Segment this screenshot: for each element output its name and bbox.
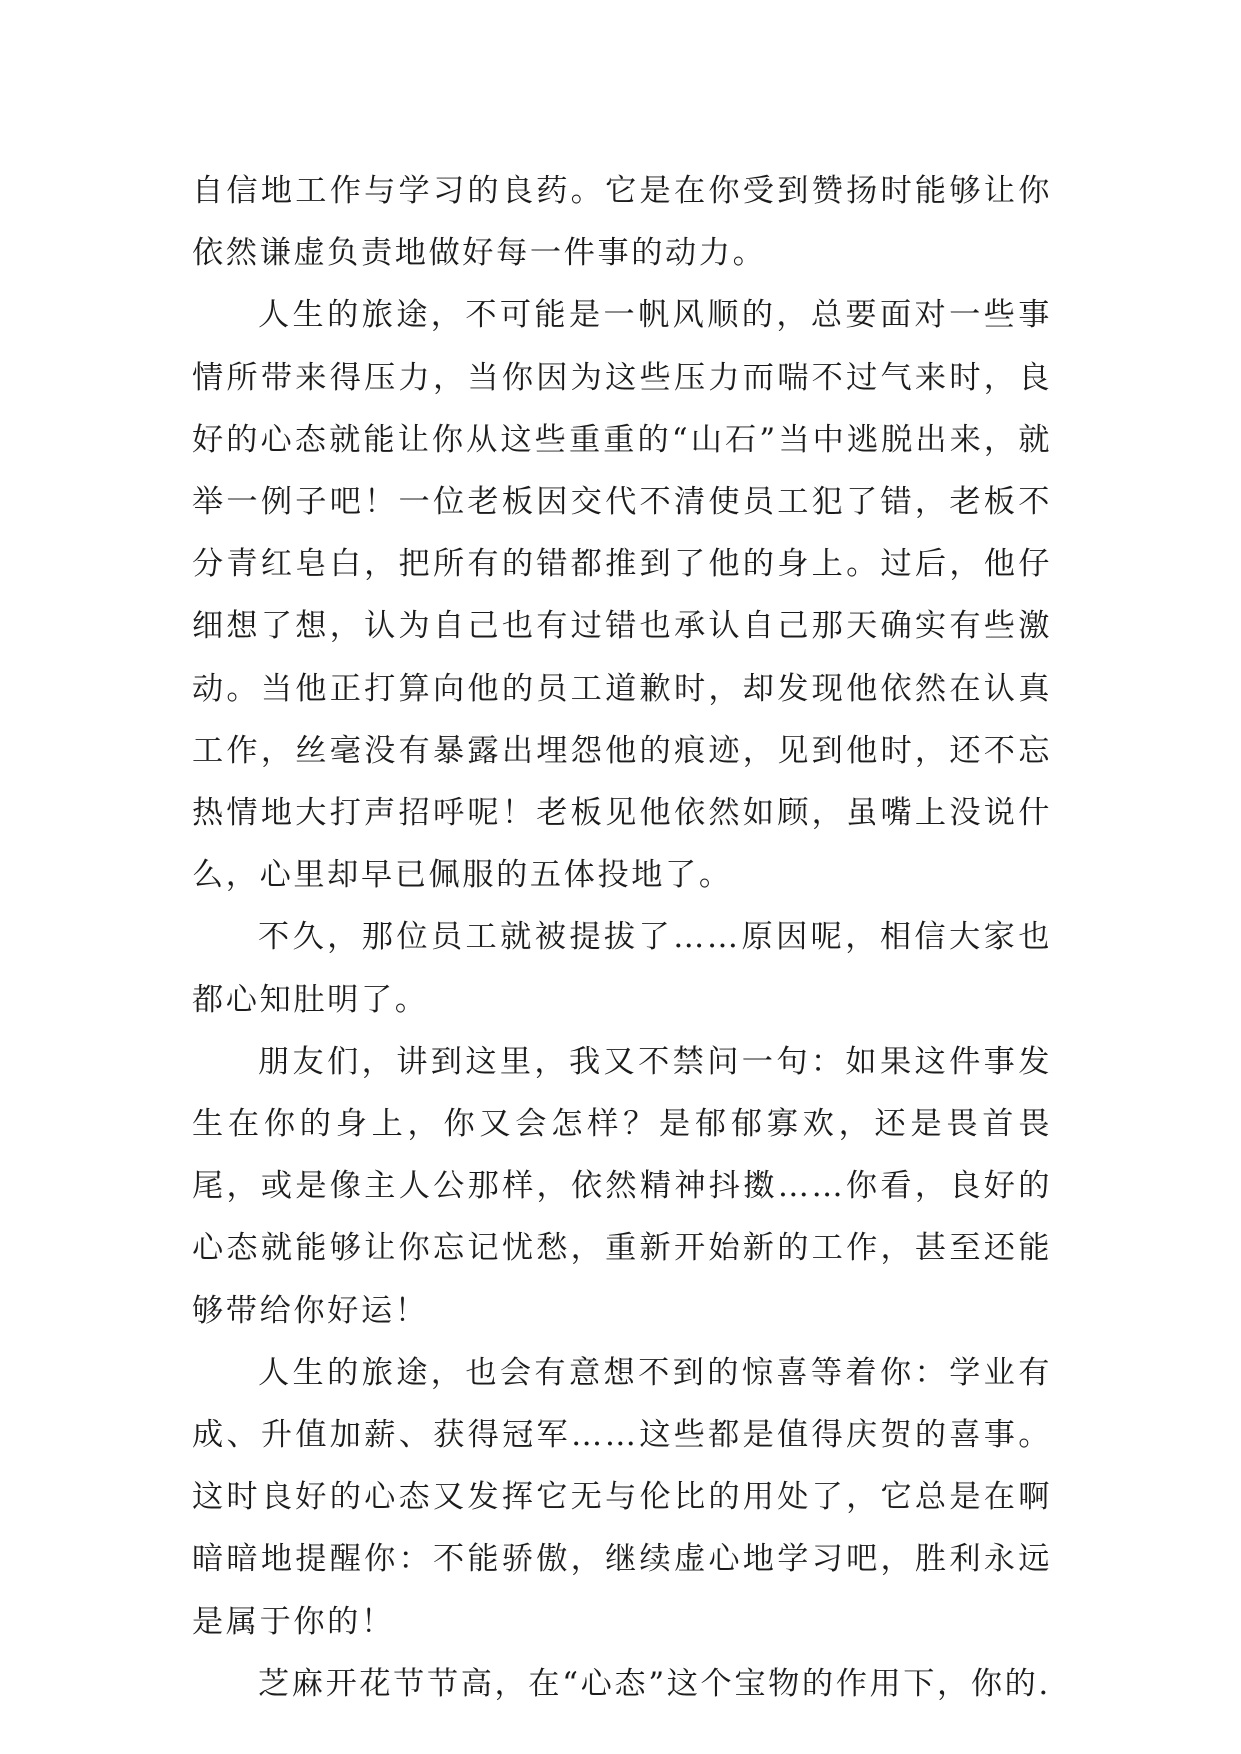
- document-body: [192, 160, 1052, 1715]
- paragraph-3: 不久，那位员工就被提拔了……原因呢，相信大家也都心知肚明了。: [192, 919, 1052, 1018]
- paragraph-6: 芝麻开花节节高，在“心态”这个宝物的作用下，你的.: [258, 1665, 1051, 1702]
- paragraph-2: 人生的旅途，不可能是一帆风顺的，总要面对一些事情所带来得压力，当你因为这些压力而喘不过气来时，良好的心态就能让你从这些重重的“山石”当中逃脱出来，就举一例子吧！一位老板因交代不清使员工犯了错，老板不分青红皂白，把所有的错都推到了他的身上。过后，他仔细想了想，认为自己也有过错也承认自己那天确实有些激动。当他正打算向他的员工道歉时，却发现他依然在认真工作，丝毫没有暴露出埋怨他的痕迹，见到他时，还不忘热情地大打声招呼呢！老板见他依然如顾，虽嘴上没说什么，心里却早已佩服的五体投地了。: [192, 297, 1052, 894]
- paragraph-5: 人生的旅途，也会有意想不到的惊喜等着你：学业有成、升值加薪、获得冠军……这些都是值得庆贺的喜事。这时良好的心态又发挥它无与伦比的用处了，它总是在啊暗暗地提醒你：不能骄傲，继续虚心地学习吧，胜利永远是属于你的！: [192, 1354, 1052, 1640]
- paragraph-4: 朋友们，讲到这里，我又不禁问一句：如果这件事发生在你的身上，你又会怎样？是郁郁寡欢，还是畏首畏尾，或是像主人公那样，依然精神抖擞……你看，良好的心态就能够让你忘记忧愁，重新开始新的工作，甚至还能够带给你好运！: [192, 1043, 1052, 1329]
- paragraph-1: 自信地工作与学习的良药。它是在你受到赞扬时能够让你依然谦虚负责地做好每一件事的动力。: [192, 173, 1052, 272]
